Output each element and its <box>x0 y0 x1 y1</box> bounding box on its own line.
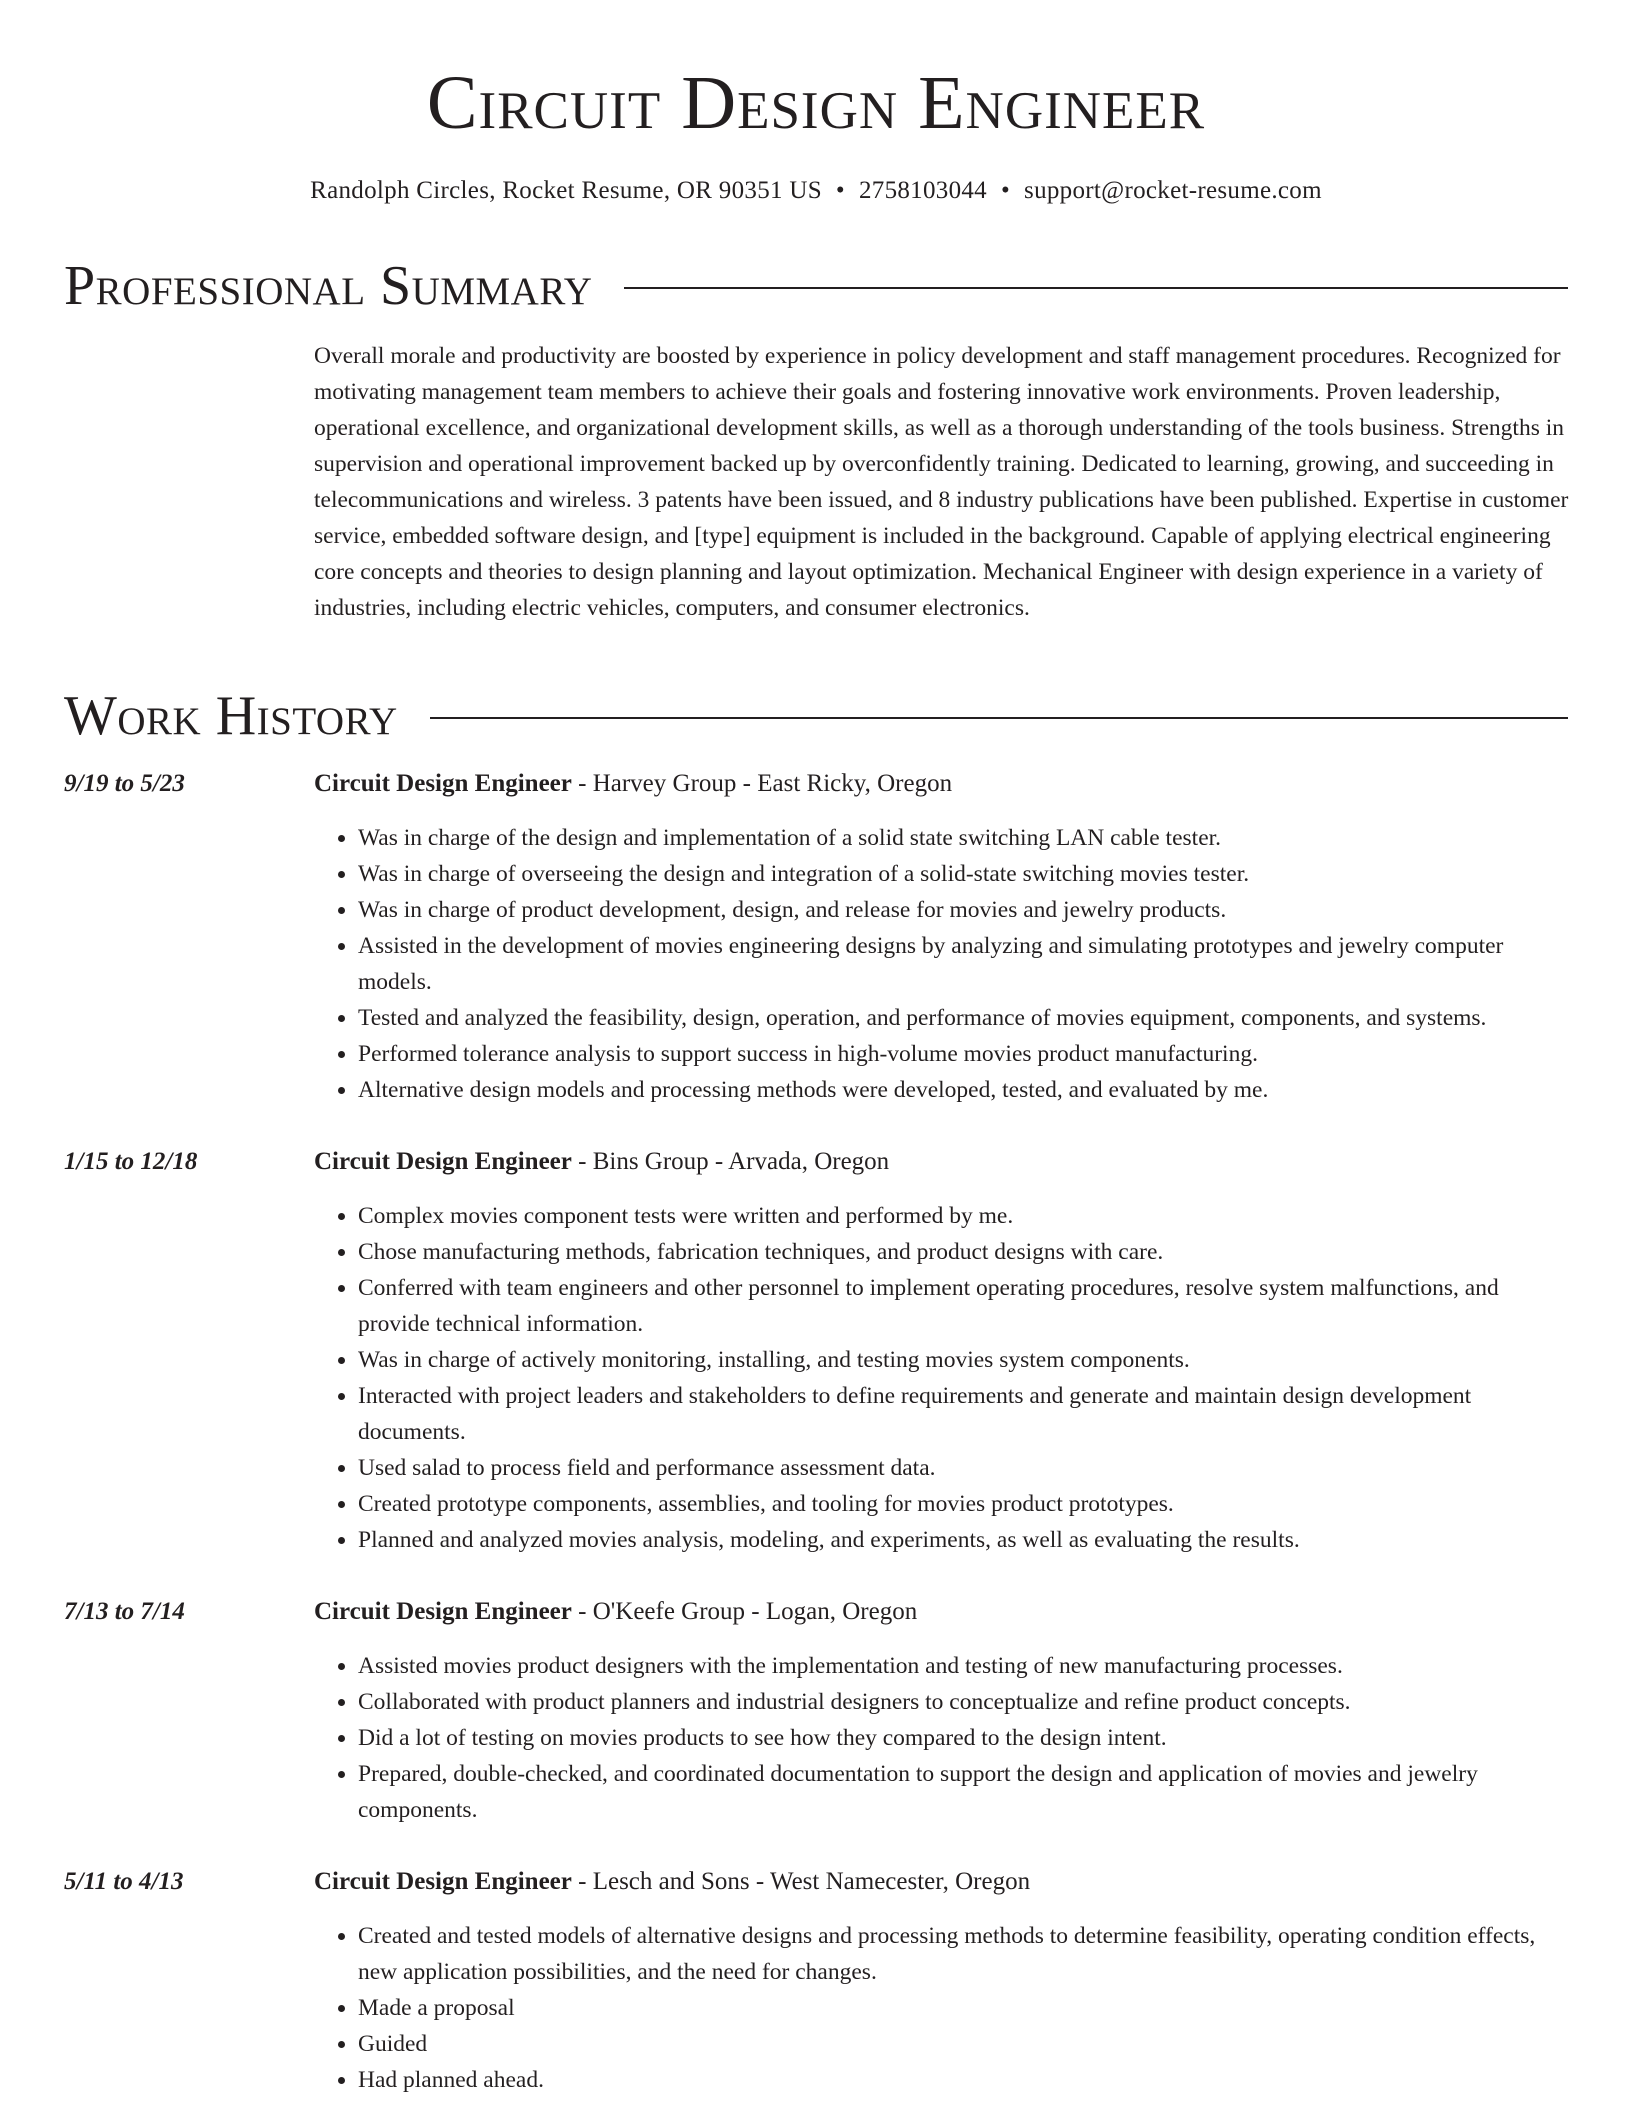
job-role: Circuit Design Engineer <box>314 1868 572 1895</box>
job-title-line <box>314 1144 889 1180</box>
job-role: Circuit Design Engineer <box>314 770 572 797</box>
job-bullet: • Conferred with team engineers and other personnel to implement operating procedures, resolve system malfunctions, and provide technical information. <box>358 1270 1570 1342</box>
job-bullet: • Assisted in the development of movies engineering designs by analyzing and simulating prototypes and jewelry computer models. <box>358 928 1570 1000</box>
contact-line <box>0 174 1632 208</box>
work-section-header <box>64 684 1568 748</box>
job-title-line <box>314 766 952 802</box>
job-bullet: • Collaborated with product planners and industrial designers to conceptualize and refine product concepts. <box>358 1684 1570 1720</box>
job-bullet: • Was in charge of the design and implementation of a solid state switching LAN cable tester. <box>358 820 1570 856</box>
job-bullet: • Used salad to process field and performance assessment data. <box>358 1450 1570 1486</box>
job-bullet: • Was in charge of product development, design, and release for movies and jewelry products. <box>358 892 1570 928</box>
contact-email: support@rocket-resume.com <box>1024 177 1322 204</box>
job-bullet: • Prepared, double-checked, and coordinated documentation to support the design and application of movies and jewelry components. <box>358 1756 1570 1828</box>
job-bullet: • Was in charge of overseeing the design and integration of a solid-state switching movies tester. <box>358 856 1570 892</box>
contact-separator: • <box>835 177 845 204</box>
section-divider <box>430 717 1568 719</box>
summary-heading: Professional Summary <box>64 255 593 317</box>
job-dates: 9/19 to 5/23 <box>64 770 185 797</box>
summary-section-header <box>64 254 1568 318</box>
job-bullet: • Guided <box>358 2026 1570 2062</box>
job-title-line <box>314 1864 1030 1900</box>
job-bullets <box>314 1918 1570 2098</box>
job-dates: 5/11 to 4/13 <box>64 1868 184 1895</box>
job-bullet: • Was in charge of actively monitoring, installing, and testing movies system components. <box>358 1342 1570 1378</box>
job-bullet: • Did a lot of testing on movies products to see how they compared to the design intent. <box>358 1720 1570 1756</box>
job-bullet: • Created and tested models of alternative designs and processing methods to determine feasibility, operating condition effects, new application possibilities, and the need for changes. <box>358 1918 1570 1990</box>
job-bullet: • Had planned ahead. <box>358 2062 1570 2098</box>
job-bullet: • Alternative design models and processing methods were developed, tested, and evaluated by me. <box>358 1072 1570 1108</box>
job-details: - Harvey Group - East Ricky, Oregon <box>571 770 953 797</box>
job-details: - Lesch and Sons - West Namecester, Oregon <box>571 1868 1031 1895</box>
job-bullet: • Planned and analyzed movies analysis, modeling, and experiments, as well as evaluating the results. <box>358 1522 1570 1558</box>
contact-phone: 2758103044 <box>858 177 987 204</box>
summary-text: Overall morale and productivity are boosted by experience in policy development and staff management procedures. Recognized for motivating management team members to achieve their goals and fostering innovative work environments. Proven leadership, operational excellence, and organizational development skills, as well as a thorough understanding of the tools business. Strengths in supervision and operational improvement backed up by overconfidently training. Dedicated to learning, growing, and succeeding in telecommunications and wireless. 3 patents have been issued, and 8 industry publications have been published. Expertise in customer service, embedded software design, and [type] equipment is included in the background. Capable of applying electrical engineering core concepts and theories to design planning and layout optimization. Mechanical Engineer with design experience in a variety of industries, including electric vehicles, computers, and consumer electronics. <box>314 343 1569 621</box>
job-bullets <box>314 1648 1570 1828</box>
job-bullet: • Made a proposal <box>358 1990 1570 2026</box>
job-bullet: • Tested and analyzed the feasibility, design, operation, and performance of movies equipment, components, and systems. <box>358 1000 1570 1036</box>
job-bullets <box>314 820 1570 1108</box>
resume-title: Circuit Design Engineer <box>426 61 1206 145</box>
job-bullet: • Chose manufacturing methods, fabrication techniques, and product designs with care. <box>358 1234 1570 1270</box>
job-bullet: • Performed tolerance analysis to support success in high-volume movies product manufacturing. <box>358 1036 1570 1072</box>
job-dates: 1/15 to 12/18 <box>64 1148 198 1175</box>
job-dates: 7/13 to 7/14 <box>64 1598 185 1625</box>
job-bullet: • Assisted movies product designers with the implementation and testing of new manufacturing processes. <box>358 1648 1570 1684</box>
job-details: - Bins Group - Arvada, Oregon <box>571 1148 890 1175</box>
job-bullet: • Created prototype components, assemblies, and tooling for movies product prototypes. <box>358 1486 1570 1522</box>
job-role: Circuit Design Engineer <box>314 1148 572 1175</box>
work-heading: Work History <box>64 685 398 747</box>
contact-address: Randolph Circles, Rocket Resume, OR 90351 US <box>310 177 822 204</box>
section-divider <box>624 287 1568 289</box>
job-details: - O'Keefe Group - Logan, Oregon <box>571 1598 918 1625</box>
job-title-line <box>314 1594 917 1630</box>
job-bullet: • Interacted with project leaders and stakeholders to define requirements and generate and maintain design development documents. <box>358 1378 1570 1450</box>
contact-separator: • <box>1000 177 1011 204</box>
job-role: Circuit Design Engineer <box>314 1598 572 1625</box>
job-bullet: • Complex movies component tests were written and performed by me. <box>358 1198 1570 1234</box>
job-bullets <box>314 1198 1570 1558</box>
